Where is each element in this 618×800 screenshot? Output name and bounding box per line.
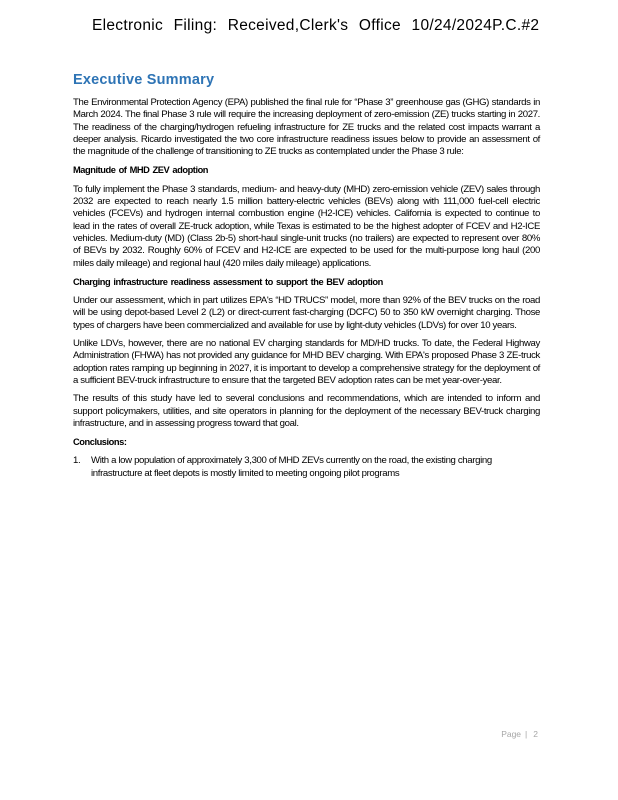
- page-body: [73, 72, 540, 480]
- conclusions-heading: Conclusions:: [73, 437, 127, 448]
- intro-paragraph: The Environmental Protection Agency (EPA) published the final rule for “Phase 3” greenhouse gas (GHG) standards in March 2024. The final Phase 3 rule will require the increasing deployment of zero-emission (ZE) trucks starting in 2027. The readiness of the charging/hydrogen refueling infrastructure for ZE trucks and the related cost impacts warrant a deeper analysis. Ricardo investigated the two core infrastructure readiness issues below to provide an assessment of the magnitude of the challenge of transitioning to ZE trucks as contemplated under the Phase 3 rule:: [73, 97, 540, 158]
- conclusions-list: [73, 455, 540, 480]
- electronic-filing-stamp: Electronic Filing: Received,Clerk's Office 10/24/2024P.C.#2: [92, 17, 540, 34]
- page-footer: [501, 729, 538, 739]
- zev-adoption-paragraph: To fully implement the Phase 3 standards, medium- and heavy-duty (MHD) zero-emission vehicle (ZEV) sales through 2032 are expected to reach nearly 1.5 million battery-electric vehicles (BEVs) along with 111,000 fuel-cell electric vehicles (FCEVs) and hydrogen internal combustion engine (H2-ICE) vehicles. California is expected to continue to lead in the rates of overall ZE-truck adoption, while Texas is estimated to be the highest adopter of FCEV and H2-ICE vehicles. Medium-duty (MD) (Class 2b-5) short-haul single-unit trucks (no trailers) are expected to represent over 80% of BEVs by 2032. Roughly 60% of FCEV and H2-ICE are expected to be used for the multi-purpose long haul (200 miles daily mileage) and regional haul (420 miles daily mileage) applications.: [73, 183, 540, 269]
- page-title: Executive Summary: [73, 72, 215, 88]
- conclusion-text: With a low population of approximately 3,300 of MHD ZEVs currently on the road, the existing charging infrastructure at fleet depots is mostly limited to meeting ongoing pilot programs: [91, 455, 492, 479]
- conclusion-number: 1.: [73, 455, 81, 467]
- section-heading-charging-readiness: Charging infrastructure readiness assessment to support the BEV adoption: [73, 276, 383, 287]
- conclusion-item: [73, 455, 540, 480]
- charging-standards-paragraph: Unlike LDVs, however, there are no national EV charging standards for MD/HD trucks. To date, the Federal Highway Administration (FHWA) has not provided any guidance for MHD BEV charging. With EPA's proposed Phase 3 ZE-truck adoption rates ramping up beginning in 2027, it is important to develop a comprehensive strategy for the deployment of a sufficient BEV-truck infrastructure to ensure that the targeted BEV adoption rates can be met year-over-year.: [73, 338, 540, 386]
- section-heading-zev-adoption: Magnitude of MHD ZEV adoption: [73, 165, 209, 176]
- footer-divider: |: [525, 729, 528, 739]
- page-number: 2: [533, 729, 538, 739]
- charging-assessment-paragraph: Under our assessment, which in part utilizes EPA's “HD TRUCS” model, more than 92% of the BEV trucks on the road will be using depot-based Level 2 (L2) or direct-current fast-charging (DCFC) 50 to 350 kW overnight charging. Those types of chargers have been commercialized and available for use by light-duty vehicles (LDVs) for over 10 years.: [73, 295, 540, 331]
- study-results-paragraph: The results of this study have led to several conclusions and recommendations, which are intended to inform and support policymakers, utilities, and site operators in planning for the deployment of the necessary BEV-truck charging infrastructure, and in assessing progress toward that goal.: [73, 393, 540, 429]
- page-label: Page: [501, 729, 522, 739]
